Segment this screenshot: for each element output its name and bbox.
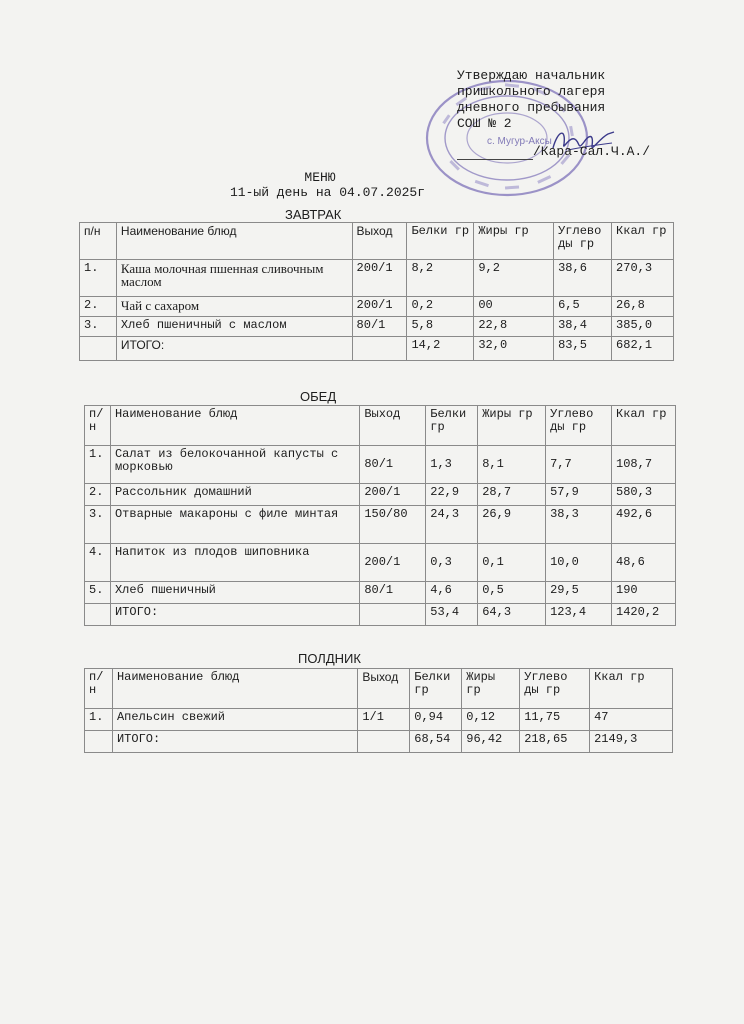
menu-title-block xyxy=(230,170,426,200)
table-row xyxy=(85,709,673,731)
header-cell: Ккал гр xyxy=(590,669,673,709)
table-cell: 80/1 xyxy=(360,446,426,484)
header-cell: Наименование блюд xyxy=(110,406,359,446)
table-cell: 200/1 xyxy=(360,484,426,506)
approval-line: пришкольного лагеря xyxy=(457,84,606,99)
table-header-row xyxy=(85,669,673,709)
snack-title: ПОЛДНИК xyxy=(298,651,361,666)
table-header-row xyxy=(80,223,674,260)
snack-table xyxy=(84,668,673,753)
header-cell: Углево ды гр xyxy=(546,406,612,446)
table-cell: 22,8 xyxy=(474,317,554,337)
table-cell: 218,65 xyxy=(520,731,590,753)
table-cell: 1. xyxy=(85,709,113,731)
table-cell xyxy=(352,337,407,361)
table-cell: 200/1 xyxy=(352,297,407,317)
table-cell: 4. xyxy=(85,544,111,582)
table-cell: 00 xyxy=(474,297,554,317)
table-cell: 0,94 xyxy=(410,709,462,731)
table-cell: 64,3 xyxy=(478,604,546,626)
table-cell: Апельсин свежий xyxy=(112,709,357,731)
table-cell: 8,1 xyxy=(478,446,546,484)
header-cell: п/н xyxy=(80,223,117,260)
menu-subtitle: 11-ый день на 04.07.2025г xyxy=(230,185,426,200)
table-cell: 9,2 xyxy=(474,260,554,297)
table-cell: 3. xyxy=(85,506,111,544)
table-cell: 190 xyxy=(612,582,676,604)
table-cell xyxy=(360,604,426,626)
table-cell: 29,5 xyxy=(546,582,612,604)
table-header-row xyxy=(85,406,676,446)
header-cell: Выход xyxy=(360,406,426,446)
table-cell: 53,4 xyxy=(426,604,478,626)
table-cell: 32,0 xyxy=(474,337,554,361)
table-total-row xyxy=(85,604,676,626)
table-cell: 3. xyxy=(80,317,117,337)
table-cell: 38,6 xyxy=(554,260,612,297)
table-cell: 2. xyxy=(80,297,117,317)
table-cell: 10,0 xyxy=(546,544,612,582)
header-cell: Ккал гр xyxy=(612,406,676,446)
table-cell: 26,8 xyxy=(612,297,674,317)
lunch-title: ОБЕД xyxy=(300,389,337,404)
table-cell: 6,5 xyxy=(554,297,612,317)
table-cell: 108,7 xyxy=(612,446,676,484)
table-cell: 0,12 xyxy=(462,709,520,731)
table-cell: Хлеб пшеничный xyxy=(110,582,359,604)
header-cell: Выход xyxy=(352,223,407,260)
table-cell: 24,3 xyxy=(426,506,478,544)
header-cell: п/н xyxy=(85,406,111,446)
table-cell: 83,5 xyxy=(554,337,612,361)
table-cell: 26,9 xyxy=(478,506,546,544)
table-cell: 38,4 xyxy=(554,317,612,337)
table-cell: 57,9 xyxy=(546,484,612,506)
lunch-table xyxy=(84,405,676,626)
table-cell: 22,9 xyxy=(426,484,478,506)
table-cell: Каша молочная пшенная сливочным маслом xyxy=(116,260,352,297)
table-total-row xyxy=(80,337,674,361)
table-cell: 270,3 xyxy=(612,260,674,297)
header-cell: Белки гр xyxy=(410,669,462,709)
table-row xyxy=(80,260,674,297)
table-cell: 5,8 xyxy=(407,317,474,337)
header-cell: Жиры гр xyxy=(478,406,546,446)
table-row xyxy=(85,582,676,604)
approval-line: СОШ № 2 xyxy=(457,116,512,131)
table-row xyxy=(80,317,674,337)
header-cell: Углево ды гр xyxy=(554,223,612,260)
header-cell: Наименование блюд xyxy=(116,223,352,260)
header-cell: Белки гр xyxy=(426,406,478,446)
table-cell: 0,2 xyxy=(407,297,474,317)
table-cell: 492,6 xyxy=(612,506,676,544)
header-cell: Ккал гр xyxy=(612,223,674,260)
table-cell: Рассольник домашний xyxy=(110,484,359,506)
table-cell: 0,3 xyxy=(426,544,478,582)
table-cell: ИТОГО: xyxy=(112,731,357,753)
table-cell: 682,1 xyxy=(612,337,674,361)
header-cell: Белки гр xyxy=(407,223,474,260)
table-cell xyxy=(80,337,117,361)
menu-title: МЕНЮ xyxy=(304,170,336,185)
table-cell: 150/80 xyxy=(360,506,426,544)
table-cell: 4,6 xyxy=(426,582,478,604)
table-cell: 11,75 xyxy=(520,709,590,731)
table-total-row xyxy=(85,731,673,753)
table-row xyxy=(85,506,676,544)
table-cell: 1/1 xyxy=(358,709,410,731)
table-cell: 48,6 xyxy=(612,544,676,582)
table-cell: 68,54 xyxy=(410,731,462,753)
table-cell: 38,3 xyxy=(546,506,612,544)
table-cell: 7,7 xyxy=(546,446,612,484)
table-cell: Хлеб пшеничный с маслом xyxy=(116,317,352,337)
header-cell: Жиры гр xyxy=(474,223,554,260)
table-cell: 0,1 xyxy=(478,544,546,582)
table-cell: 47 xyxy=(590,709,673,731)
table-cell: 123,4 xyxy=(546,604,612,626)
signer-name: /Кара-Сал.Ч.А./ xyxy=(533,144,651,159)
table-cell: 2149,3 xyxy=(590,731,673,753)
table-cell: 14,2 xyxy=(407,337,474,361)
header-cell: Наименование блюд xyxy=(112,669,357,709)
header-cell: Выход xyxy=(358,669,410,709)
table-cell: 8,2 xyxy=(407,260,474,297)
table-row xyxy=(85,484,676,506)
table-cell: Салат из белокочанной капусты с морковью xyxy=(110,446,359,484)
table-cell: 5. xyxy=(85,582,111,604)
header-cell: п/н xyxy=(85,669,113,709)
table-cell: 28,7 xyxy=(478,484,546,506)
table-cell: ИТОГО: xyxy=(110,604,359,626)
breakfast-table xyxy=(79,222,674,361)
svg-text:с. Мугур-Аксы: с. Мугур-Аксы xyxy=(487,136,552,147)
table-cell: 80/1 xyxy=(360,582,426,604)
table-cell: Чай с сахаром xyxy=(116,297,352,317)
table-cell xyxy=(85,731,113,753)
table-cell: 2. xyxy=(85,484,111,506)
breakfast-title: ЗАВТРАК xyxy=(285,207,342,222)
table-cell xyxy=(85,604,111,626)
table-cell: 1. xyxy=(85,446,111,484)
table-cell: 1,3 xyxy=(426,446,478,484)
table-cell: 0,5 xyxy=(478,582,546,604)
table-cell: 200/1 xyxy=(352,260,407,297)
header-cell: Жиры гр xyxy=(462,669,520,709)
approval-line: дневного пребывания xyxy=(457,100,606,115)
table-cell: 1. xyxy=(80,260,117,297)
table-row xyxy=(85,446,676,484)
table-cell: 385,0 xyxy=(612,317,674,337)
table-row xyxy=(85,544,676,582)
table-cell: Напиток из плодов шиповника xyxy=(110,544,359,582)
table-cell: 200/1 xyxy=(360,544,426,582)
header-cell: Углево ды гр xyxy=(520,669,590,709)
table-cell: 80/1 xyxy=(352,317,407,337)
table-cell xyxy=(358,731,410,753)
table-cell: 580,3 xyxy=(612,484,676,506)
table-row xyxy=(80,297,674,317)
table-cell: 96,42 xyxy=(462,731,520,753)
table-cell: Отварные макароны с филе минтая xyxy=(110,506,359,544)
table-cell: ИТОГО: xyxy=(116,337,352,361)
approval-line: Утверждаю начальник xyxy=(457,68,606,83)
approval-block xyxy=(457,68,697,160)
table-cell: 1420,2 xyxy=(612,604,676,626)
signature-line xyxy=(457,144,697,160)
